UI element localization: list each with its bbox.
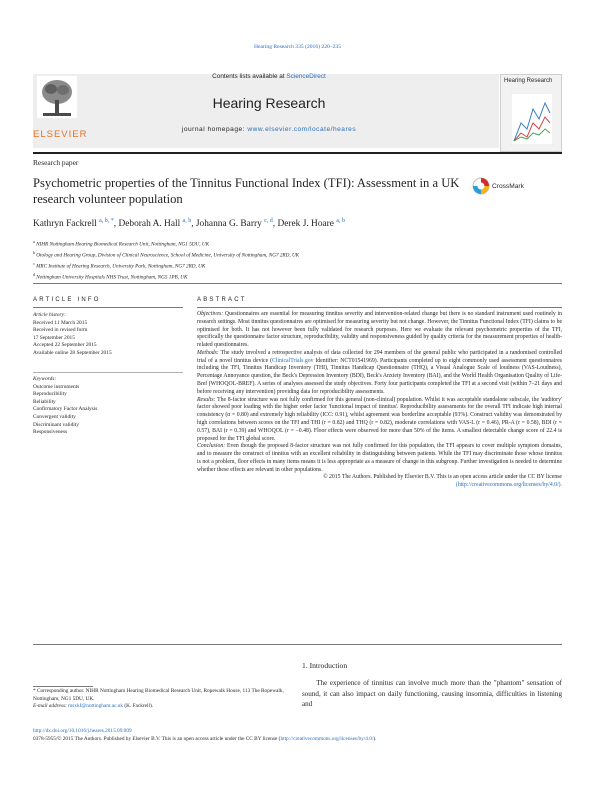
- author-affil-marks[interactable]: c, d: [264, 218, 273, 224]
- history-label: Article history:: [33, 312, 66, 318]
- history-item: Available online 28 September 2015: [33, 349, 112, 356]
- author-list: Kathryn Fackrell $^{a, b, *}$, Deborah A. Hall $^{a, b}$, Johanna G. Barry $^{c, d}$, Derek J. Hoare $^{a, b}$: [33, 218, 345, 230]
- author-affil-marks[interactable]: a, b: [182, 218, 192, 224]
- footer-license-link[interactable]: http://creativecommons.org/licenses/by/4.0/: [280, 735, 374, 742]
- doi-link[interactable]: http://dx.doi.org/10.1016/j.heares.2015.09.009: [33, 728, 132, 734]
- article-info-heading: ARTICLE INFO: [33, 297, 101, 303]
- crossmark-badge[interactable]: [472, 177, 542, 197]
- page-footer: [33, 728, 562, 743]
- author-affil-marks[interactable]: a, b, *: [99, 218, 114, 224]
- keyword-item: Outcome instruments: [33, 383, 80, 390]
- keyword-item: Confirmatory Factor Analysis: [33, 406, 98, 413]
- keyword-item: Reproducibility: [33, 391, 67, 398]
- affiliation-item: $^d$ Nottingham University Hospitals NHS Trust, Nottingham, NG5 1PB, UK: [33, 272, 188, 282]
- email-link[interactable]: msxkf@nottingham.ac.uk: [68, 703, 124, 709]
- footer-license: 0378-5955/© 2015 The Authors. Published by Elsevier B.V. This is an open access article under the CC BY license (http://creativecommons.org/licenses/by/4.0/).: [33, 735, 377, 742]
- homepage-link[interactable]: www.elsevier.com/locate/heares: [247, 126, 357, 133]
- keyword-item: Responsiveness: [33, 429, 68, 436]
- abstract-body: [197, 311, 562, 490]
- license-link[interactable]: (http://creativecommons.org/licenses/by/4.0/).: [455, 482, 562, 489]
- history-item: Received in revised form: [33, 327, 88, 334]
- keyword-item: Reliability: [33, 398, 56, 405]
- clinicaltrials-link[interactable]: ClinicalTrials.gov: [271, 357, 314, 364]
- journal-citation[interactable]: Hearing Research 335 (2016) 220–235: [254, 44, 341, 50]
- keyword-item: Discriminant validity: [33, 421, 79, 428]
- article-type: Research paper: [33, 158, 79, 167]
- author-affil-marks[interactable]: a, b: [336, 218, 345, 224]
- article-info-rule: [33, 307, 183, 308]
- section-divider: [33, 283, 562, 284]
- cover-graph-icon: [511, 93, 553, 145]
- article-title: Psychometric properties of the Tinnitus Functional Index (TFI): Assessment in a UK research volunteer population: [33, 176, 460, 206]
- journal-header-band: [33, 74, 499, 148]
- keywords-label: Keywords:: [33, 376, 57, 382]
- footnote-rule: [33, 686, 93, 687]
- abstract-license: © 2015 The Authors. Published by Elsevier B.V. This is an open access article under the CC BY license (http://creativecommons.org/licenses/by/4.0/).: [323, 474, 562, 489]
- author-name[interactable]: Johanna G. Barry: [195, 219, 262, 230]
- abstract-objectives: Objectives: Questionnaires are essential for measuring tinnitus severity and intervention-related change but there is no standard instrument used routinely in research settings. Most tinnitus questionnaires are optimised for measuring severity but not change. However, the Tinnitus Functional Index (TFI) claims to be optimised for both. It has not however been fully validated for research purposes. Here we evaluate the relevant psychometric properties of the TFI, specifically the questionnaire factor structure, reproducibility, validity and responsiveness guided by quality criteria for the measurement properties of health-related questionnaires.: [197, 311, 562, 349]
- crossmark-icon: [472, 177, 490, 195]
- elsevier-logo: [33, 76, 88, 140]
- header-rule: [33, 152, 562, 154]
- abstract-rule: [197, 307, 562, 308]
- elsevier-tree-icon: [37, 76, 77, 118]
- affiliation-item: $^b$ Otology and Hearing Group, Division of Clinical Neuroscience, School of Medicine, University of Nottingham, NG7 2RD, UK: [33, 250, 300, 259]
- author-name[interactable]: Derek J. Hoare: [277, 219, 334, 230]
- author-name[interactable]: Deborah A. Hall: [118, 219, 181, 230]
- affiliation-item: $^a$ NIHR Nottingham Hearing Biomedical Research Unit, Nottingham, NG1 5DU, UK: [33, 239, 210, 248]
- section-heading-introduction: 1. Introduction: [302, 661, 348, 670]
- journal-homepage: [90, 126, 448, 133]
- email-line: E-mail address: msxkf@nottingham.ac.uk (K. Fackrell).: [33, 703, 154, 709]
- article-history: [33, 312, 183, 358]
- history-item: Received 11 March 2015: [33, 319, 88, 326]
- publisher-name: ELSEVIER: [33, 129, 88, 140]
- introduction-text: The experience of tinnitus can involve much more than the "phantom" sensation of sound, it can also impact on daily functioning, causing insomnia, difficulties in listening and: [302, 679, 562, 709]
- corresponding-author-note: * Corresponding author. NIHR Nottingham Hearing Biomedical Research Unit, Ropewalk House, 113 The Ropewalk, Nottingham, NG1 5DU, UK.: [33, 688, 284, 702]
- crossmark-label: CrossMark: [492, 183, 524, 190]
- sciencedirect-link[interactable]: ScienceDirect: [286, 73, 326, 80]
- author-name[interactable]: Kathryn Fackrell: [33, 219, 97, 230]
- abstract-methods: Methods: The study involved a retrospective analysis of data collected for 294 members of the general public who participated in a randomised controlled trial of a novel tinnitus device (ClinicalTrials.gov Identifier: NCT01541969). Participants completed up to eight commonly used assessment questionnaires including the TFI, Tinnitus Handicap Inventory (THI), Tinnitus Handicap Questionnaire (THQ), a Visual Analogue Scale of loudness (VAS-Loudness), Percentage Annoyance question, the Beck's Depression Inventory (BDI), Beck's Anxiety Inventory (BAI), and the World Health Organisation Quality of Life-Bref (WHOQOL-BREF). A series of analyses assessed the study objectives. Forty four participants completed the TFI at a second visit (within 7–21 days and before receiving any intervention) providing data for reproducibility assessments.: [197, 349, 562, 395]
- abstract-conclusion: Conclusion: Even though the proposed 8-factor structure was not fully confirmed for this population, the TFI appears to cover multiple symptom domains, and to measure the construct of tinnitus with an excellent reliability in distinguishing between patients. While the TFI may discriminate those whose tinnitus is not a problem, floor effects in many items means it is less appropriate as a measure of change in this subgroup. Further investigation is needed to determine whether these effects are relevant in other populations.: [197, 443, 562, 473]
- journal-cover-thumbnail: [500, 74, 562, 152]
- homepage-prefix: journal homepage:: [181, 126, 248, 133]
- journal-title: Hearing Research: [212, 95, 326, 111]
- history-item: 17 September 2015: [33, 334, 75, 341]
- abstract-end-rule: [33, 644, 562, 645]
- keyword-item: Convergent validity: [33, 413, 76, 420]
- keywords: [33, 376, 183, 437]
- affiliation-item: $^c$ MRC Institute of Hearing Research, University Park, Nottingham, NG7 2RD, UK: [33, 261, 206, 271]
- contents-line: [90, 73, 448, 80]
- contents-prefix: Contents lists available at: [212, 73, 287, 80]
- abstract-results: Results: The 8-factor structure was not fully confirmed for this general (non-clinical) population. Whilst it was acceptable standalone subscale, the 'auditory' factor showed poor loading with the higher order factor 'functional impact of tinnitus'. Reproducibility assessments for the overall TFI indicate high internal consistency (α = 0.80) and extremely high reliability (ICC: 0.91), whilst agreement was borderline acceptable (93%). Construct validity was demonstrated by high correlations between scores on the TFI and THI (r = 0.82) and THQ (r = 0.82), moderate correlations with VAS-L (r = 0.46), PR-A (r = 0.58), BDI (r = 0.57), BAI (r = 0.39) and WHOQOL (r = −0.48). Floor effects were observed for more than 50% of the items. A smallest detectable change score of 22.4 is proposed for the TFI global score.: [197, 396, 562, 442]
- affiliation-list: [33, 238, 299, 283]
- abstract-heading: ABSTRACT: [197, 297, 247, 303]
- footnote: [33, 688, 288, 711]
- keywords-rule: [33, 372, 183, 373]
- history-item: Accepted 22 September 2015: [33, 342, 97, 349]
- cover-title: Hearing Research: [504, 78, 553, 84]
